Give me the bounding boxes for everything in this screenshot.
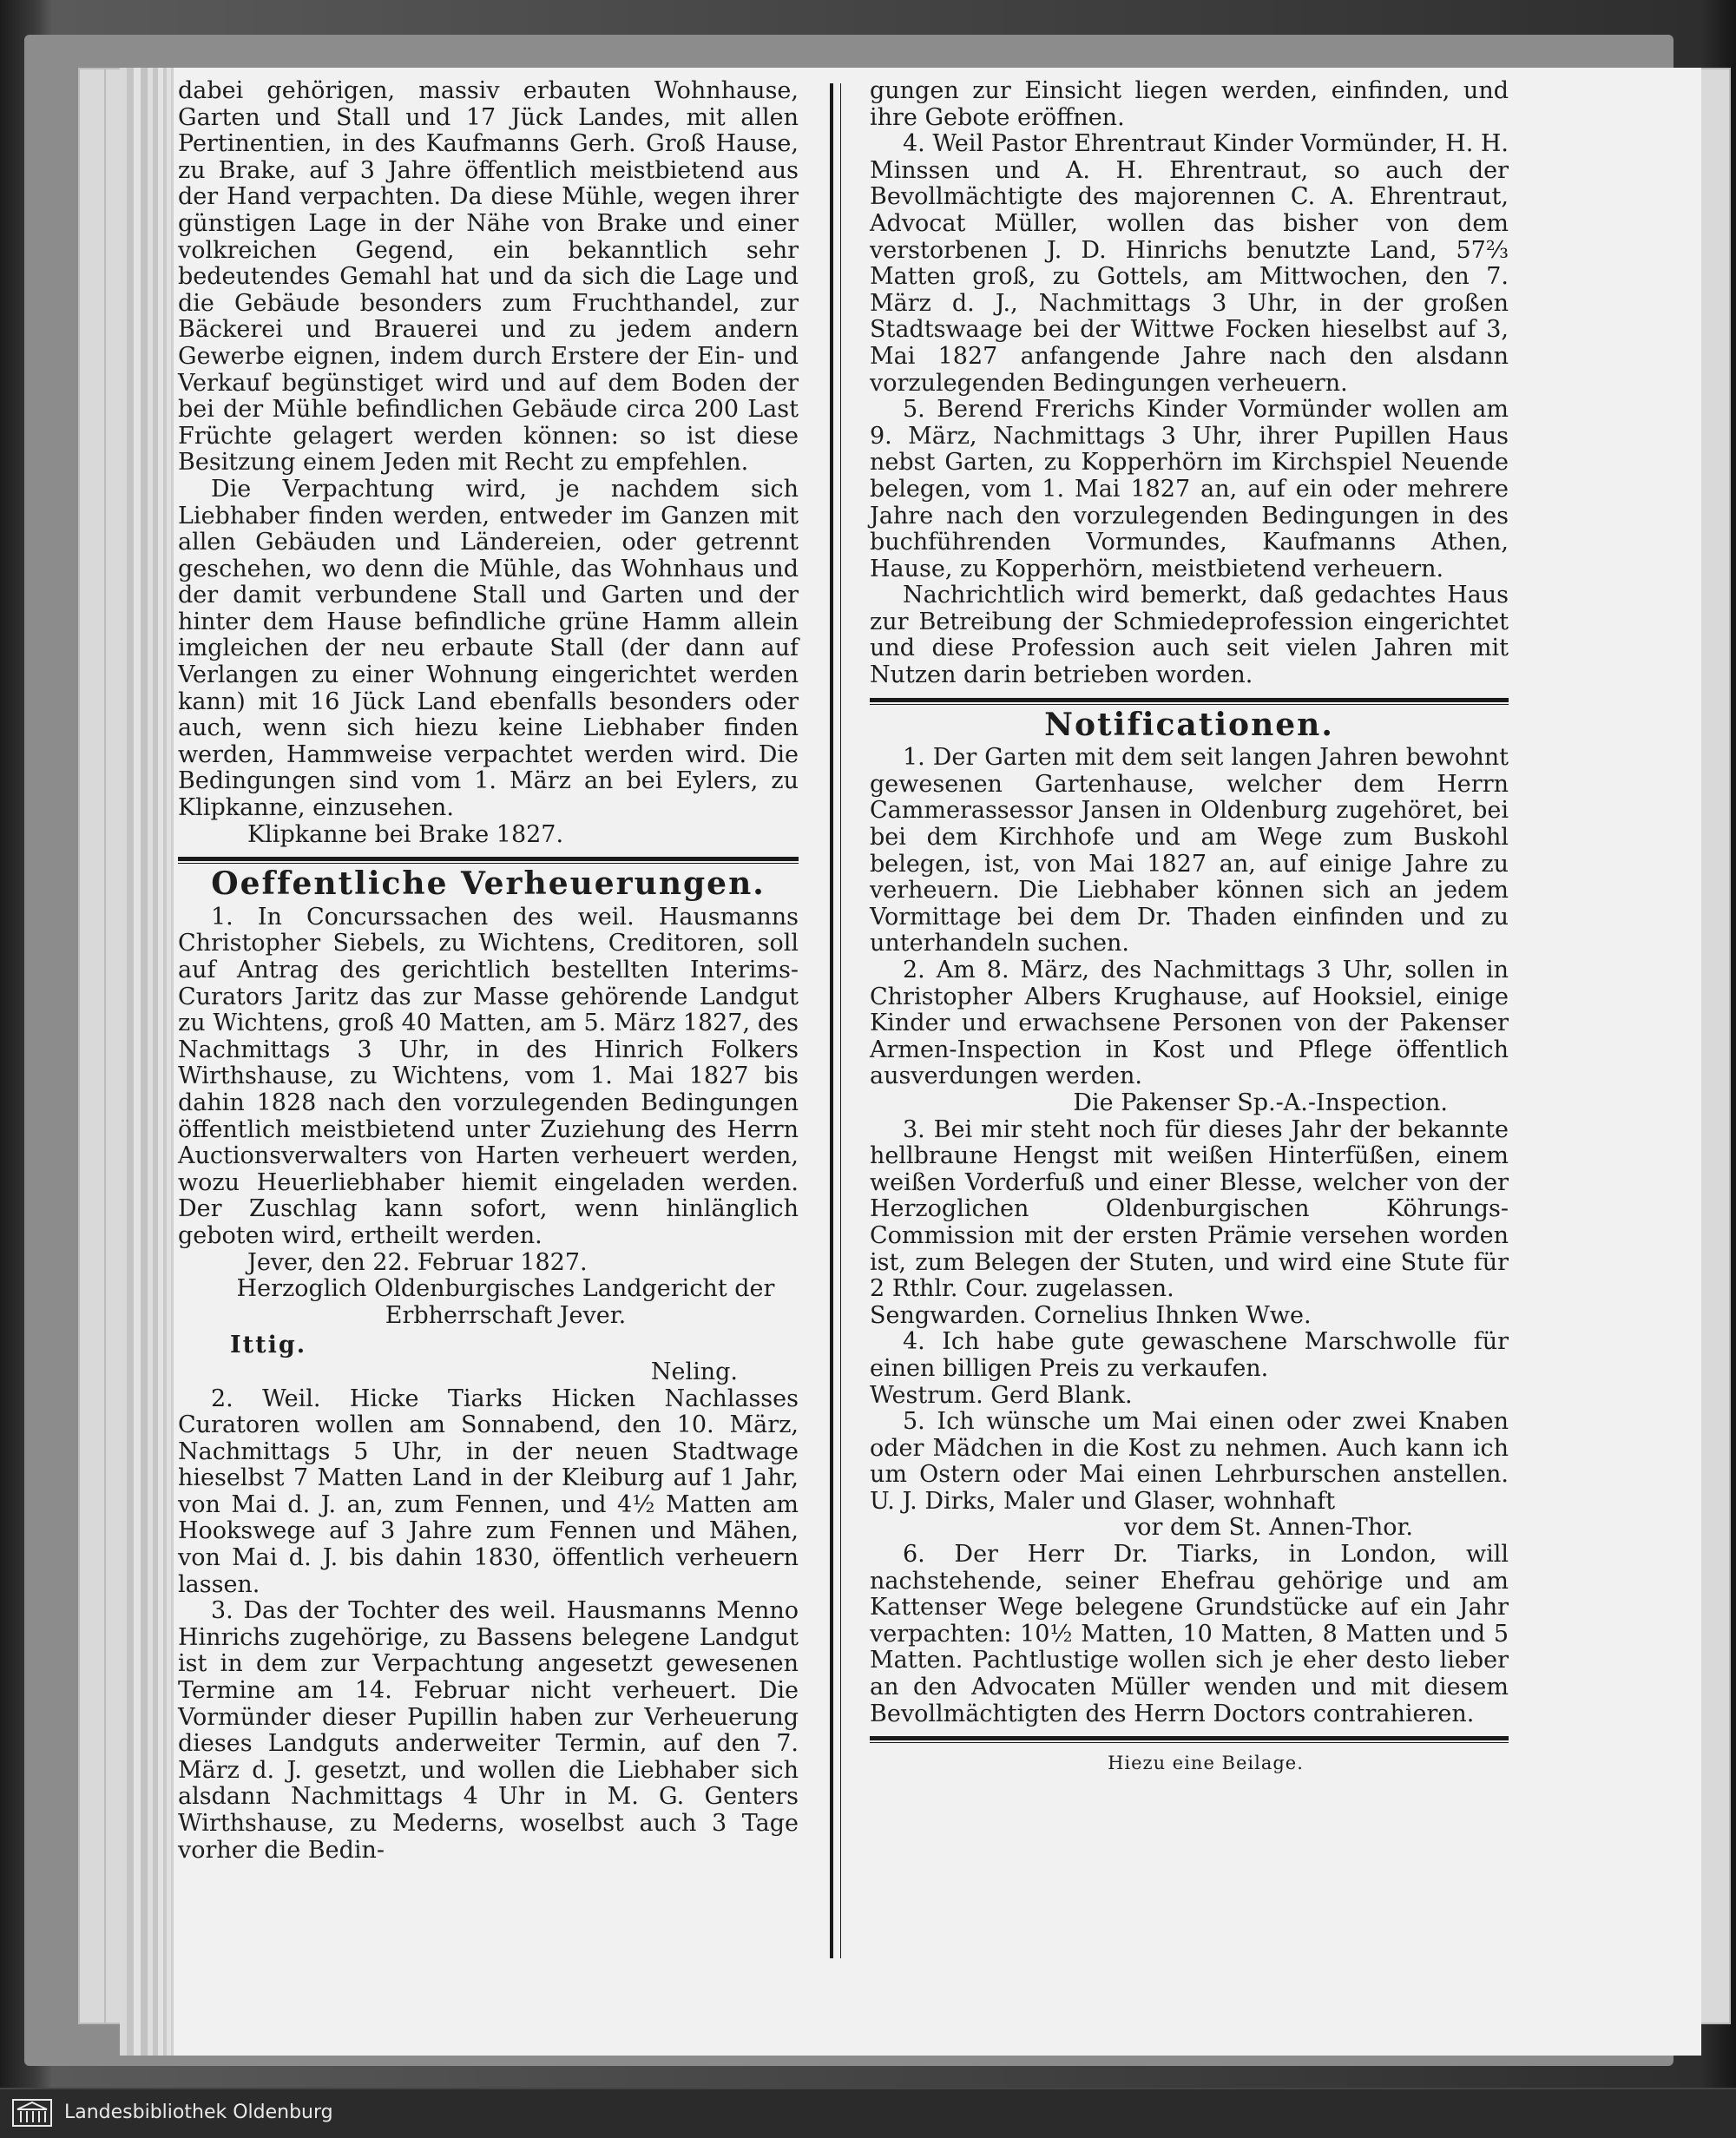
column-divider [830, 83, 841, 1958]
left-column [178, 78, 799, 1864]
viewer-footer-bar [0, 2088, 1736, 2138]
signature: vor dem St. Annen-Thor. [1124, 1514, 1413, 1542]
signer-name: Ittig. [230, 1332, 307, 1359]
court-signature: Herzoglich Oldenburgisches Landgericht der Erbherrschaft Jever. [236, 1275, 775, 1329]
signer-name: Neling. [650, 1358, 738, 1385]
section-rule [178, 857, 799, 864]
section-title: Oeffentliche Verheuerungen. [211, 865, 766, 903]
paragraph: 2. Weil. Hicke Tiarks Hicken Nachlasses Curatoren wollen am Sonnabend, den 10. März, Nachmittags 5 Uhr, in der neuen Stadtwage hieselbst 7 Matten Land in der Kleiburg auf 1 Jahr, von Mai d. J. an, zum Fennen, und 4½ Matten am Hookswege auf 3 Jahre zum Fennen und Mähen, von Mai d. J. bis dahin 1830, öffentlich verheuern lassen. [178, 1385, 799, 1598]
paragraph: dabei gehörigen, massiv erbauten Wohnhause, Garten und Stall und 17 Jück Landes, mit allen Pertinentien, in des Kaufmanns Gerh. Groß Hause, zu Brake, auf 3 Jahre öffentlich meistbietend aus der Hand verpachten. Da diese Mühle, wegen ihrer günstigen Lage in der Nähe von Brake und einer volkreichen Gegend, ein bekanntlich sehr bedeutendes Gemahl hat und da sich die Lage und die Gebäude besonders zum Fruchthandel, zur Bäckerei und Brauerei und zu jedem andern Gewerbe eignen, indem durch Erstere der Ein- und Verkauf begünstiget wird und auf dem Boden der bei der Mühle befindlichen Gebäude circa 200 Last Früchte gelagert werden können: so ist diese Besitzung einem Jeden mit Recht zu empfehlen. [178, 77, 799, 477]
section-rule [870, 698, 1509, 705]
paragraph: 3. Bei mir steht noch für dieses Jahr der bekannte hellbraune Hengst mit weißen Hinterfüßen, einem weißen Vorderfuß und einer Blesse, welcher von der Herzoglichen Oldenburgischen Köhrungs-Commission mit der ersten Prämie versehen worden ist, zum Belegen der Stuten, und wird eine Stute für 2 Rthlr. Cour. zugelassen. [870, 1115, 1509, 1303]
signature: Die Pakenser Sp.-A.-Inspection. [1073, 1089, 1448, 1116]
library-building-icon [12, 2099, 52, 2127]
paragraph: gungen zur Einsicht liegen werden, einfinden, und ihre Gebote eröffnen. [870, 77, 1509, 131]
footer-note: Hiezu eine Beilage. [1108, 1753, 1304, 1774]
signature: Sengwarden. Cornelius Ihnken Wwe. [870, 1301, 1312, 1329]
paragraph: 3. Das der Tochter des weil. Hausmanns Menno Hinrichs zugehörige, zu Bassens belegene Landgut ist in dem zur Verpachtung angesetzt gewesenen Termine am 14. Februar nicht verheuert. Die Vormünder dieser Pupillin haben zur Verheuerung dieses Landguts anderweiter Termin, auf den 7. März d. J. gesetzt, und wollen die Liebhaber sich alsdann Nachmittags 4 Uhr in M. G. Genters Wirthshause, zu Mederns, woselbst auch 3 Tage vorher die Bedin- [178, 1597, 799, 1864]
signature: Westrum. Gerd Blank. [870, 1381, 1133, 1409]
paragraph: 4. Weil Pastor Ehrentraut Kinder Vormünder, H. H. Minssen und A. H. Ehrentraut, so auch der Bevollmächtigte des majorennen C. A. Ehrentraut, Advocat Müller, wollen das bisher von dem verstorbenen J. D. Hinrichs benutzte Land, 57⅔ Matten groß, zu Gottels, am Mittwochen, den 7. März d. J., Nachmittags 3 Uhr, in der großen Stadtswaage bei der Wittwe Focken hieselbst auf 3, Mai 1827 anfangende Jahre nach den alsdann vorzulegenden Bedingungen verheuern. [870, 130, 1509, 397]
paragraph: 2. Am 8. März, des Nachmittags 3 Uhr, sollen in Christopher Albers Krughause, auf Hooksiel, einige Kinder und erwachsene Personen von der Pakenser Armen-Inspection in Kost und Pflege öffentlich ausverdungen werden. [870, 957, 1509, 1090]
section-title: Notificationen. [1044, 706, 1334, 743]
paragraph: 6. Der Herr Dr. Tiarks, in London, will nachstehende, seiner Ehefrau gehörige und am Kattenser Wege belegene Grundstücke auf ein Jahr verpachten: 10½ Matten, 10 Matten, 8 Matten und 5 Matten. Pachtlustige wollen sich je eher desto lieber an den Advocaten Müller wenden und mit diesem Bevollmächtigten des Herrn Doctors contrahieren. [870, 1541, 1509, 1727]
paragraph: Die Verpachtung wird, je nachdem sich Liebhaber finden werden, entweder im Ganzen mit allen Gebäuden und Ländereien, oder getrennt geschehen, wo denn die Mühle, das Wohnhaus und der damit verbundene Stall und Garten und der hinter dem Hause befindliche grüne Hamm allein imgleichen der neu erbaute Stall (der dann auf Verlangen zu einer Wohnung eingerichtet werden kann) mit 16 Jück Land ebenfalls besonders oder auch, wenn sich hiezu keine Liebhaber finden werden, Hammweise verpachtet werden wird. Die Bedingungen sind vom 1. März an bei Eylers, zu Klipkanne, einzusehen. [178, 475, 799, 822]
section-rule [870, 1736, 1509, 1743]
right-column [870, 78, 1509, 1777]
place-date: Jever, den 22. Februar 1827. [247, 1248, 588, 1276]
paragraph: 1. Der Garten mit dem seit langen Jahren bewohnt gewesenen Gartenhause, welcher dem Herrn Cammerassessor Jansen in Oldenburg zugehöret, bei bei dem Kirchhofe und am Wege zum Buskohl belegen, ist, von Mai 1827 an, auf einige Jahre zu verheuern. Die Liebhaber können sich an jedem Vormittage bei dem Dr. Thaden einfinden und zu unterhandeln suchen. [870, 744, 1509, 957]
paragraph: 1. In Concurssachen des weil. Hausmanns Christopher Siebels, zu Wichtens, Creditoren, soll auf Antrag des gerichtlich bestellten Interims-Curators Jaritz das zur Masse gehörende Landgut zu Wichtens, groß 40 Matten, am 5. März 1827, des Nachmittags 3 Uhr, in des Hinrich Folkers Wirthshause, zu Wichtens, vom 1. Mai 1827 bis dahin 1828 nach den vorzulegenden Bedingungen öffentlich meistbietend unter Zuziehung des Herrn Auctionsverwalters von Harten verheuert werden, wozu Heuerliebhaber hiemit eingeladen werden. Der Zuschlag kann sofort, wenn hinlänglich geboten wird, ertheilt werden. [178, 903, 799, 1249]
library-label: Landesbibliothek Oldenburg [64, 2102, 333, 2123]
place-date: Klipkanne bei Brake 1827. [247, 820, 564, 848]
paragraph: 4. Ich habe gute gewaschene Marschwolle für einen billigen Preis zu verkaufen. [870, 1328, 1509, 1382]
paragraph: 5. Ich wünsche um Mai einen oder zwei Knaben oder Mädchen in die Kost zu nehmen. Auch kann ich um Ostern oder Mai einen Lehrburschen anstellen. U. J. Dirks, Maler und Glaser, wohnhaft [870, 1408, 1509, 1515]
paragraph: 5. Berend Frerichs Kinder Vormünder wollen am 9. März, Nachmittags 3 Uhr, ihrer Pupillen Haus nebst Garten, zu Kopperhörn im Kirchspiel Neuende belegen, vom 1. Mai 1827 an, auf ein oder mehrere Jahre nach den vorzulegenden Bedingungen in des buchführenden Vormundes, Kaufmanns Athen, Hause, zu Kopperhörn, meistbietend verheuern. [870, 396, 1509, 582]
paragraph: Nachrichtlich wird bemerkt, daß gedachtes Haus zur Betreibung der Schmiedeprofession eingerichtet und diese Profession auch seit vielen Jahren mit Nutzen darin betrieben worden. [870, 582, 1509, 689]
